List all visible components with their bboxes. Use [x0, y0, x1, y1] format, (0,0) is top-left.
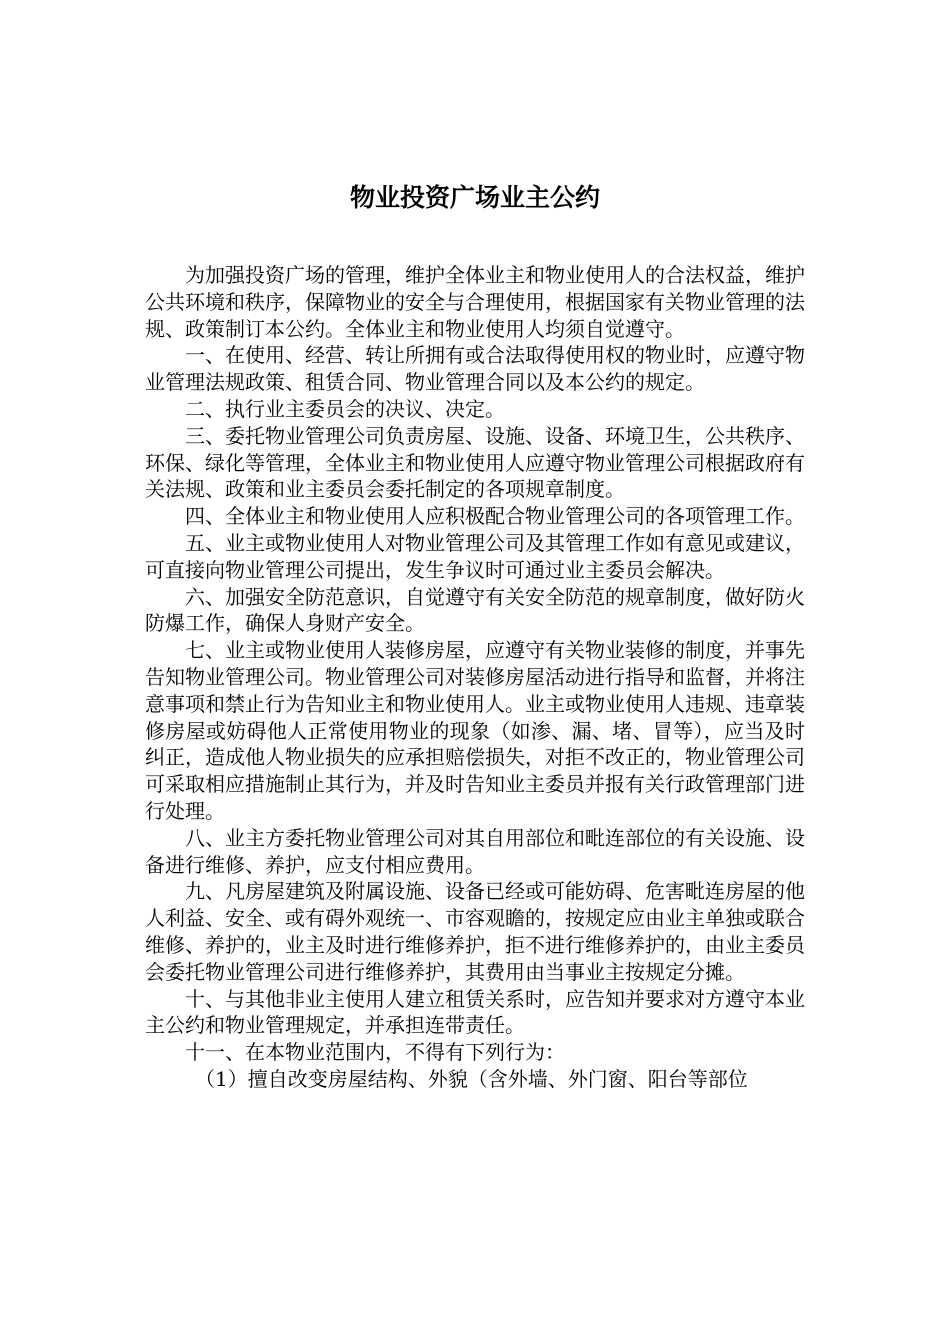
- document-body: [145, 262, 805, 1093]
- paragraph-article-7: 七、业主或物业使用人装修房屋，应遵守有关物业装修的制度，并事先告知物业管理公司。物业管理公司对装修房屋活动进行指导和监督，并将注意事项和禁止行为告知业主和物业使用人。业主或物业使用人违规、违章装修房屋或妨碍他人正常使用物业的现象（如渗、漏、堵、冒等），应当及时纠正，造成他人物业损失的应承担赔偿损失，对拒不改正的，物业管理公司可采取相应措施制止其行为，并及时告知业主委员并报有关行政管理部门进行处理。: [145, 638, 805, 823]
- paragraph-article-8: 八、业主方委托物业管理公司对其自用部位和毗连部位的有关设施、设备进行维修、养护，应支付相应费用。: [145, 825, 805, 877]
- paragraph-article-10: 十、与其他非业主使用人建立租赁关系时，应告知并要求对方遵守本业主公约和物业管理规定，并承担连带责任。: [145, 986, 805, 1038]
- paragraph-article-3: 三、委托物业管理公司负责房屋、设施、设备、环境卫生，公共秩序、环保、绿化等管理，全体业主和物业使用人应遵守物业管理公司根据政府有关法规、政策和业主委员会委托制定的各项规章制度。: [145, 423, 805, 502]
- document-title: 物业投资广场业主公约: [349, 183, 600, 212]
- paragraph-intro: 为加强投资广场的管理，维护全体业主和物业使用人的合法权益，维护公共环境和秩序，保障物业的安全与合理使用，根据国家有关物业管理的法规、政策制订本公约。全体业主和物业使用人均须自觉遵守。: [145, 263, 805, 341]
- paragraph-article-11-item-1: （1）擅自改变房屋结构、外貌（含外墙、外门窗、阳台等部位: [195, 1066, 748, 1091]
- paragraph-article-2: 二、执行业主委员会的决议、决定。: [185, 396, 505, 421]
- paragraph-article-4: 四、全体业主和物业使用人应积极配合物业管理公司的各项管理工作。: [185, 504, 805, 529]
- paragraph-article-5: 五、业主或物业使用人对物业管理公司及其管理工作如有意见或建议，可直接向物业管理公司提出，发生争议时可通过业主委员会解决。: [145, 530, 805, 582]
- paragraph-article-9: 九、凡房屋建筑及附属设施、设备已经或可能妨碍、危害毗连房屋的他人利益、安全、或有碍外观统一、市容观瞻的，按规定应由业主单独或联合维修、养护的，业主及时进行维修养护，拒不进行维修养护的，由业主委员会委托物业管理公司进行维修养护，其费用由当事业主按规定分摊。: [145, 879, 805, 984]
- paragraph-article-1: 一、在使用、经营、转让所拥有或合法取得使用权的物业时，应遵守物业管理法规政策、租赁合同、物业管理合同以及本公约的规定。: [145, 343, 805, 395]
- paragraph-article-11: 十一、在本物业范围内，不得有下列行为：: [185, 1040, 565, 1065]
- paragraph-article-6: 六、加强安全防范意识，自觉遵守有关安全防范的规章制度，做好防火防爆工作，确保人身财产安全。: [145, 584, 805, 636]
